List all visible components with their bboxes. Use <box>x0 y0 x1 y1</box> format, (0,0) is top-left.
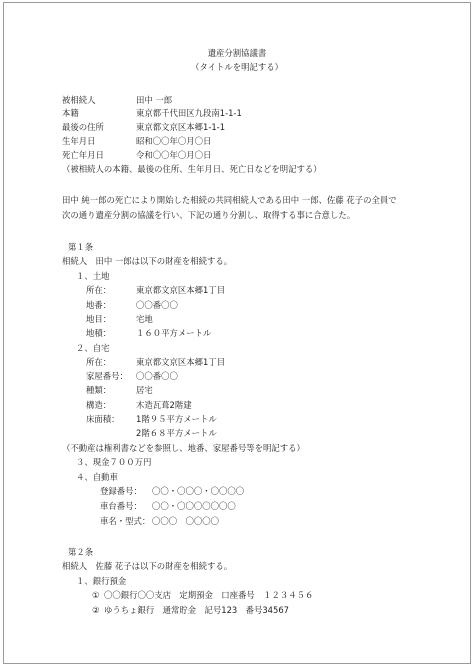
land-row <box>86 313 153 325</box>
house-row <box>86 413 217 425</box>
land-value: 〇〇番〇〇 <box>136 300 178 310</box>
bank-heading: １、銀行預金 <box>76 576 127 586</box>
house-row <box>86 399 192 411</box>
article-1-lead: 相続人 田中 一郎は以下の財産を相続する。 <box>62 256 233 266</box>
land-heading: １、土地 <box>76 271 110 281</box>
car-row <box>100 515 219 527</box>
land-label: 地目： <box>86 314 112 324</box>
decedent-label: 死亡年月日 <box>62 150 104 160</box>
bank-item-mark: ① <box>92 590 100 600</box>
house-label: 家屋番号： <box>86 371 128 381</box>
land-row <box>86 327 211 339</box>
land-value: １６０平方メートル <box>136 328 212 338</box>
house-value: 東京都文京区本郷1丁目 <box>136 357 226 367</box>
decedent-row <box>62 94 172 106</box>
decedent-label: 生年月日 <box>62 136 96 146</box>
bank-item <box>92 604 289 616</box>
realestate-note: （不動産は権利書などを参照し、地番、家屋番号等を明記する） <box>62 443 305 453</box>
decedent-value: 田中 一郎 <box>136 95 173 105</box>
bank-item-text: 〇〇銀行〇〇支店 定期預金 口座番号 １２３４５６ <box>104 590 314 600</box>
document-page <box>3 2 471 664</box>
land-label: 地積： <box>86 328 112 338</box>
house-label: 種類： <box>86 385 112 395</box>
land-value: 宅地 <box>136 314 153 324</box>
article-2-heading: 第２条 <box>68 547 94 557</box>
house-value: 居宅 <box>136 385 153 395</box>
bank-item <box>92 589 313 601</box>
land-row <box>86 284 225 296</box>
car-label: 車台番号： <box>100 501 142 511</box>
house-value: 木造瓦葺2階建 <box>136 400 192 410</box>
decedent-value: 昭和〇〇年〇月〇日 <box>136 136 212 146</box>
bank-item-text: ゆうちょ銀行 通常貯金 記号123 番号34567 <box>104 605 290 615</box>
intro-line: 次の通り遺産分割の協議を行い、下記の通り分割し、取得する事に合意した。 <box>62 210 356 220</box>
land-value: 東京都文京区本郷1丁目 <box>136 285 226 295</box>
land-row <box>86 299 178 311</box>
decedent-value: 東京都千代田区九段南1-1-1 <box>136 108 242 118</box>
car-row <box>100 500 236 512</box>
land-label: 地番： <box>86 300 112 310</box>
document-subtitle: （タイトルを明記する） <box>191 62 283 72</box>
document-title: 遺産分割協議書 <box>207 48 267 58</box>
decedent-note: （被相続人の本籍、最後の住所、生年月日、死亡日などを明記する） <box>62 164 322 174</box>
decedent-label: 被相続人 <box>62 95 96 105</box>
house-row <box>86 370 178 382</box>
land-label: 所在： <box>86 285 112 295</box>
house-label: 所在： <box>86 357 112 367</box>
decedent-row <box>62 149 211 161</box>
car-value: 〇〇・〇〇〇・〇〇〇〇 <box>152 486 245 496</box>
car-label: 車名・型式： <box>100 516 151 526</box>
car-value: 〇〇〇 〇〇〇〇 <box>152 516 219 526</box>
car-value: 〇〇・〇〇〇〇〇〇〇 <box>152 501 236 511</box>
car-row <box>100 485 244 497</box>
decedent-row <box>62 107 242 119</box>
car-heading: ４、自動車 <box>76 472 118 482</box>
decedent-value: 令和〇〇年〇月〇日 <box>136 150 212 160</box>
house-floor2: 2階６８平方メートル <box>136 428 217 438</box>
car-label: 登録番号： <box>100 486 142 496</box>
house-row <box>86 356 225 368</box>
decedent-label: 本籍 <box>62 108 79 118</box>
decedent-row <box>62 121 225 133</box>
bank-item-mark: ② <box>92 605 100 615</box>
house-label: 構造： <box>86 400 112 410</box>
house-label: 床面積： <box>86 414 120 424</box>
cash-item: ３、現金７００万円 <box>76 457 152 467</box>
house-heading: ２、自宅 <box>76 343 110 353</box>
house-row <box>86 384 153 396</box>
house-value: 1階９５平方メートル <box>136 414 217 424</box>
intro-line: 田中 純一郎の死亡により開始した相続の共同相続人である田中 一郎、佐藤 花子の全員で <box>62 195 397 205</box>
decedent-label: 最後の住所 <box>62 122 104 132</box>
decedent-row <box>62 135 211 147</box>
decedent-value: 東京都文京区本郷1-1-1 <box>136 122 226 132</box>
house-value: 〇〇番〇〇 <box>136 371 178 381</box>
article-1-heading: 第１条 <box>68 242 94 252</box>
article-2-lead: 相続人 佐藤 花子は以下の財産を相続する。 <box>62 561 233 571</box>
